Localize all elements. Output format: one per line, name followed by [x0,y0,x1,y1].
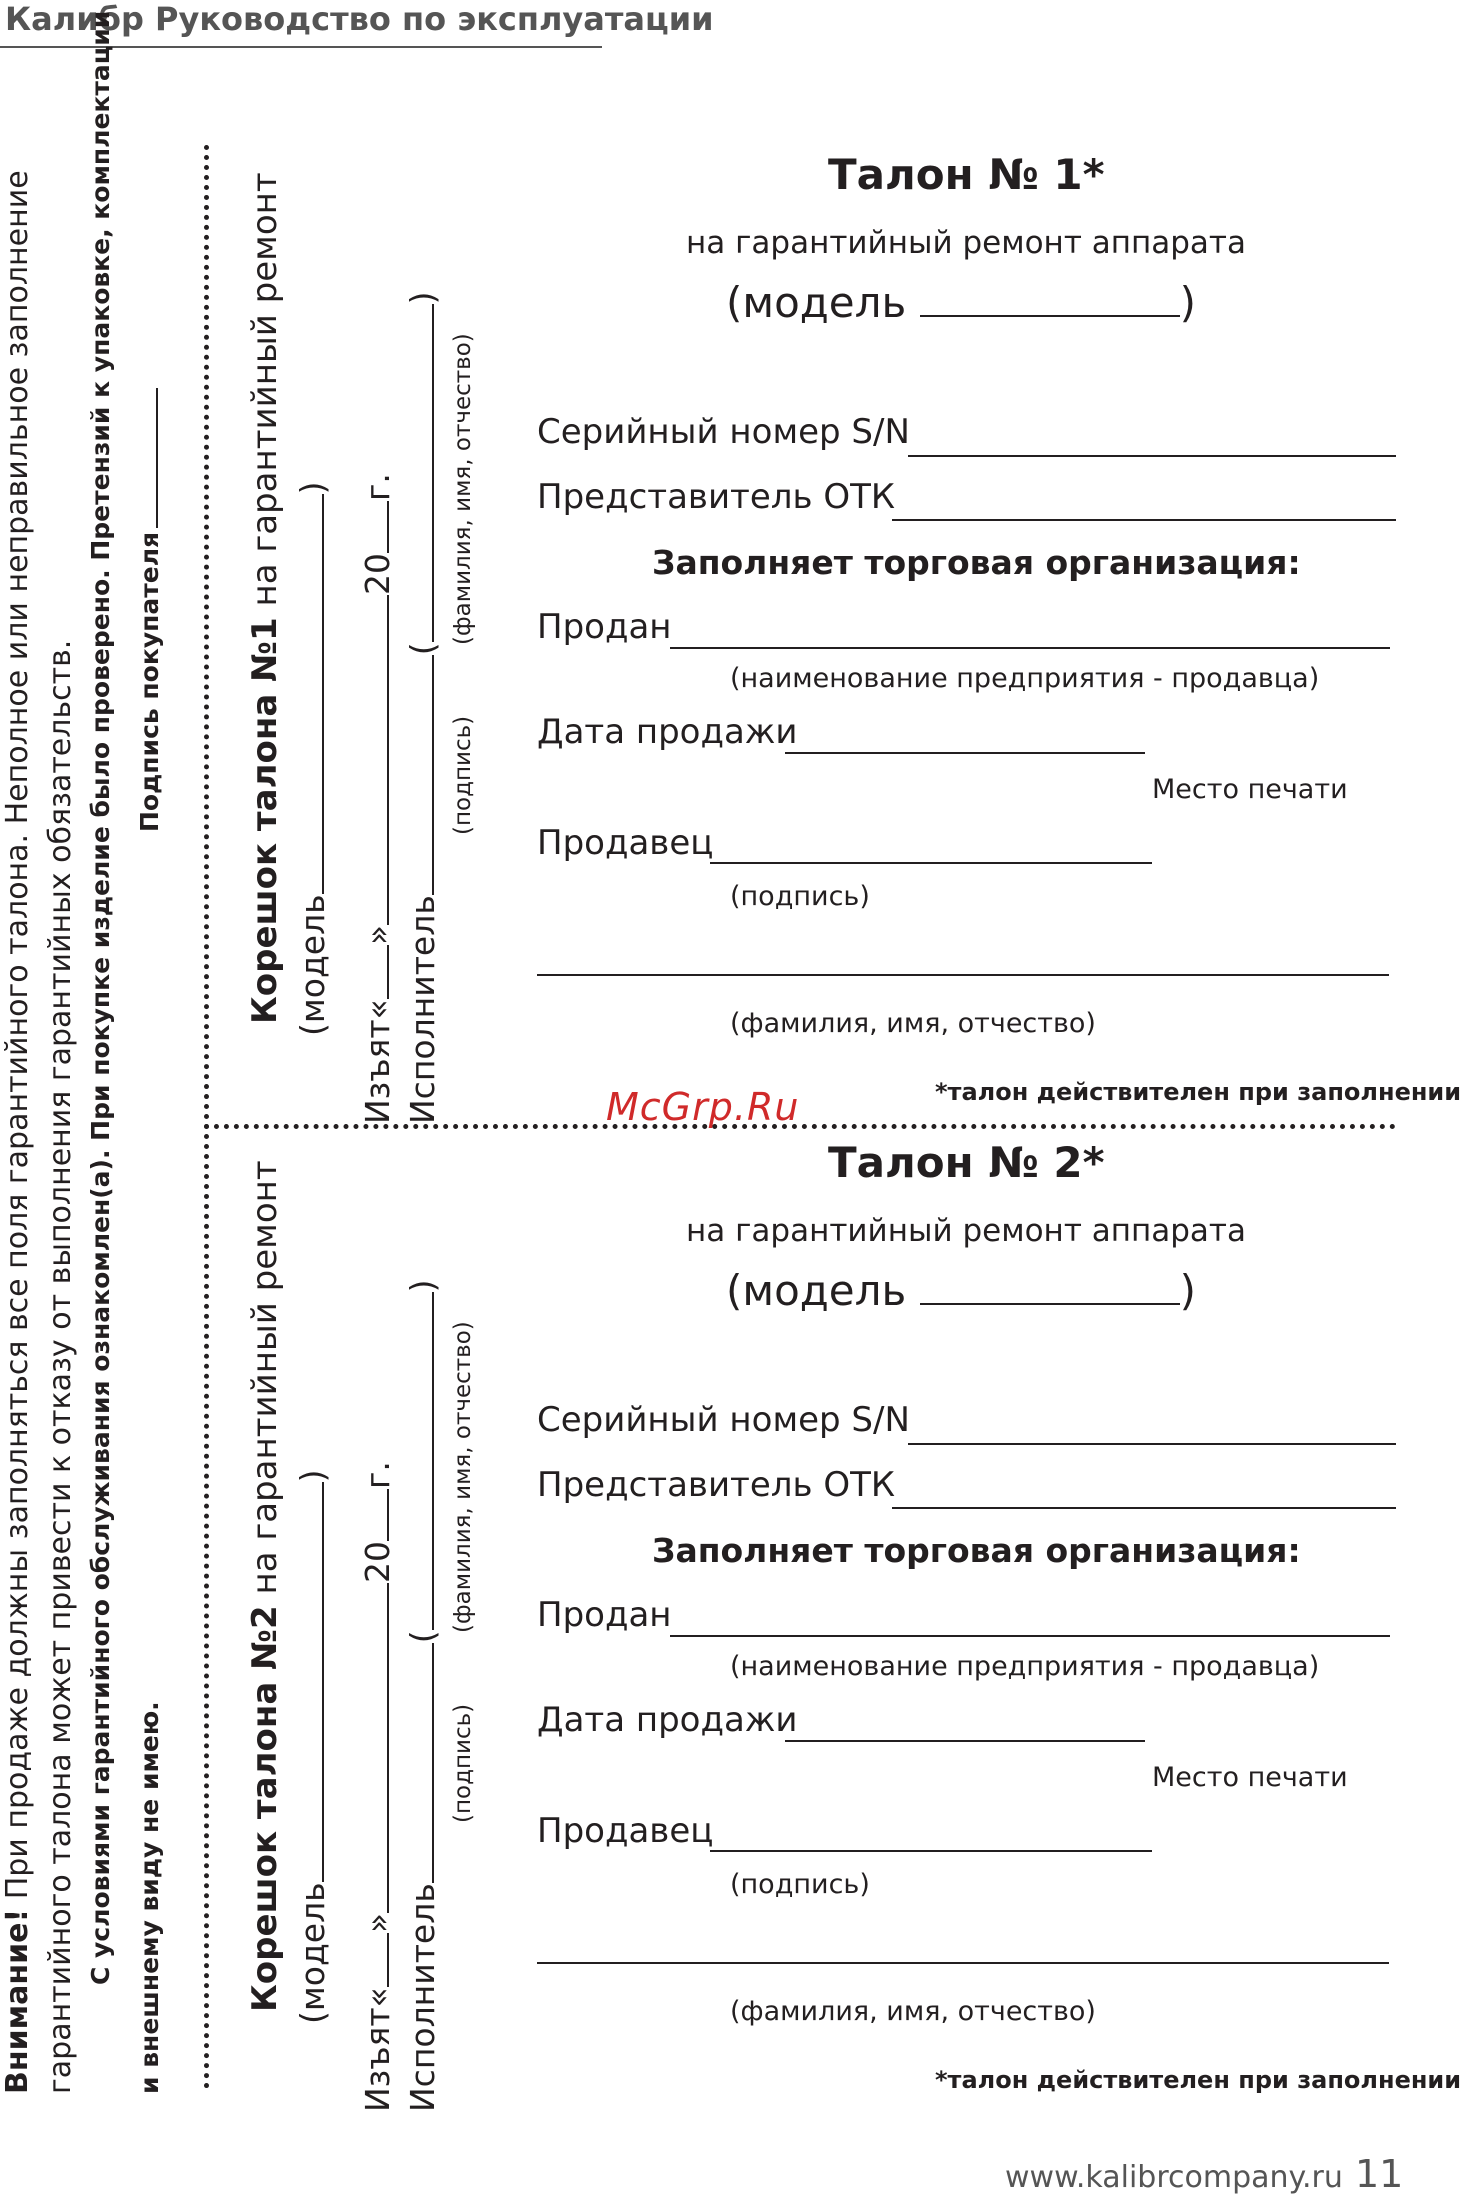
buyer-signature: Подпись покупателя [135,388,164,832]
page-header: Калибр Руководство по эксплуатации [5,0,714,38]
talon-2-otk: Представитель ОТК [537,1465,896,1505]
footer-url[interactable]: www.kalibrcompany.ru [1005,2160,1343,2195]
talon-2-serial-line [908,1443,1396,1445]
warning-line-2: гарантийного талона может привести к отказу от выполнения гарантийных обязательств. [43,639,78,2094]
talon-2-sold-note: (наименование предприятия - продавца) [730,1651,1320,1682]
page-number: 11 [1355,2152,1404,2196]
talon-2-seller-line [710,1850,1152,1852]
stub-2-sign-note: (подпись) [450,1703,476,1823]
talon-2-sold: Продан [537,1595,672,1635]
talon-2-stamp: Место печати [1152,1762,1348,1793]
stub-2-title: Корешок талона №2 на гарантийный ремонт [245,1160,285,2012]
stub-1-executor: Исполнитель() [403,291,442,1124]
talon-1-otk: Представитель ОТК [537,477,896,517]
talon-1-seller: Продавец [537,823,714,863]
talon-2-sale-date-line [785,1740,1145,1742]
warning-line-3: С условиями гарантийного обслуживания ознакомлен(а). При покупке изделие было проверено. Претензий к упаковке, комплектации [86,10,115,1985]
talon-1-fio-note: (фамилия, имя, отчество) [730,1008,1096,1039]
talon-1-title: Талон № 1* [828,150,1105,199]
talon-2-model: (модель ) [726,1266,1196,1315]
talon-1-otk-line [892,519,1396,521]
talon-2-sale-date: Дата продажи [537,1700,798,1740]
stub-1-title: Корешок талона №1 на гарантийный ремонт [245,172,285,1024]
talon-1-model: (модель ) [726,278,1196,327]
warning-line-1: Внимание! При продаже должны заполняться все поля гарантийного талона. Неполное или неправильное заполнение [0,170,35,2094]
talon-1-sold-line [670,647,1390,649]
stub-2-model: (модель) [293,1469,332,2024]
talon-2-org: Заполняет торговая организация: [652,1531,1301,1570]
talon-1-sale-date-line [785,752,1145,754]
stub-2-fio-note: (фамилия, имя, отчество) [450,1321,476,1633]
talon-1-sold-note: (наименование предприятия - продавца) [730,663,1320,694]
talon-2-title: Талон № 2* [828,1138,1105,1187]
talon-2-otk-line [892,1507,1396,1509]
talon-1-sold: Продан [537,607,672,647]
talon-1-subtitle: на гарантийный ремонт аппарата [686,225,1246,261]
talon-1-seller-line [710,862,1152,864]
talon-2-valid-note: *талон действителен при заполнении [935,2066,1461,2094]
talon-2-seller: Продавец [537,1811,714,1851]
stub-2-date: Изъят«»20г. [358,1461,397,2112]
talon-2-sold-line [670,1635,1390,1637]
talon-1-serial: Серийный номер S/N [537,412,910,452]
talon-1-seller-note: (подпись) [730,881,870,912]
talon-2-fio-line [537,1962,1389,1964]
talon-1-valid-note: *талон действителен при заполнении [935,1078,1461,1106]
talon-1-stamp: Место печати [1152,774,1348,805]
stub-1-sign-note: (подпись) [450,715,476,835]
stub-2-executor: Исполнитель() [403,1279,442,2112]
talon-2-serial: Серийный номер S/N [537,1400,910,1440]
talon-1-fio-line [537,974,1389,976]
talon-1-org: Заполняет торговая организация: [652,543,1301,582]
talon-2-fio-note: (фамилия, имя, отчество) [730,1996,1096,2027]
talon-2-subtitle: на гарантийный ремонт аппарата [686,1213,1246,1249]
warning-line-4: и внешнему виду не имею. [135,1701,164,2094]
talon-1-serial-line [908,455,1396,457]
talon-2-seller-note: (подпись) [730,1869,870,1900]
horizontal-cut-line [204,1124,1396,1129]
talon-1-sale-date: Дата продажи [537,712,798,752]
stub-1-fio-note: (фамилия, имя, отчество) [450,333,476,645]
vertical-cut-line [204,145,209,2090]
stub-1-model: (модель) [293,481,332,1036]
watermark-text: McGrp.Ru [606,1085,800,1129]
stub-1-date: Изъят«»20г. [358,473,397,1124]
